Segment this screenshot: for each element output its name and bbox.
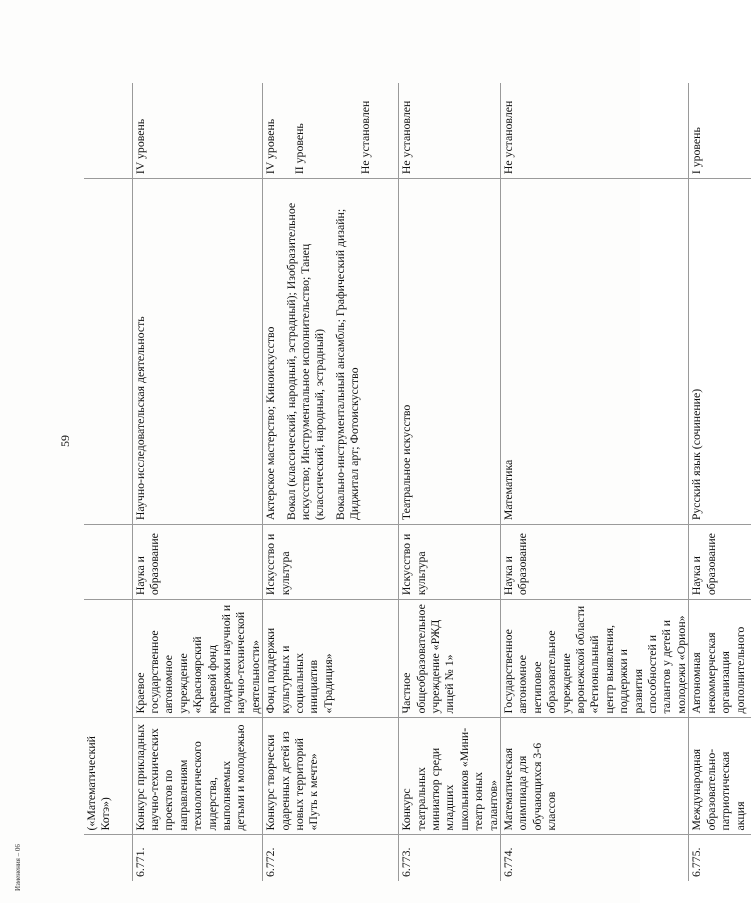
level: IV уровень [132,118,147,175]
event-name: («Математический Котэ») [84,718,132,835]
field-area: Наука и образование [689,525,751,600]
field-area: Наука и образование [501,525,689,600]
table-row [399,83,501,881]
profile-cell [689,179,751,525]
profile-cell [84,179,132,525]
profile: Вокально-инструментальный ансамбль; Графический дизайн; Диджитал арт; Фотоискусство [332,208,362,521]
table-row [84,83,132,881]
table-row [132,83,263,881]
organizer: Фонд поддержки культурных и социальных инициатив «Традиция» [263,600,399,718]
organizer: Краевое государственное автономное учреждение «Красноярский краевой фонд поддержки научной и научно-технической деятельности» [132,600,263,718]
profile: Театральное искусство [399,404,414,521]
organizer: Автономная некоммерческая организация дополнительного [689,600,751,718]
row-number: 6.773. [399,847,414,877]
row-number: 6.775. [689,847,704,877]
row-number [84,835,132,881]
level-cell [399,83,501,179]
profile-cell [263,179,399,525]
profile-cell [132,179,263,525]
organizer: Частное общеобразовательное учреждение «РЖД лицей № 1» [399,600,501,718]
profile: Актерское мастерство; Киноискусство [263,326,278,521]
table-row [689,83,751,881]
field-area: Наука и образование [132,525,263,600]
olympiad-table [84,83,751,881]
table-row [501,83,689,881]
row-number: 6.772. [263,847,278,877]
row-number: 6.774. [501,847,515,877]
event-name: Математическая олимпиада для обучающихся 3-6 классов [501,718,689,835]
event-name: Международная образовательно-патриотическая акция [689,718,751,835]
table-row [263,83,399,881]
profile-cell [501,179,689,525]
level: Не установлен [399,100,414,175]
organizer [84,600,132,718]
row-number: 6.771. [132,847,147,877]
level: IV уровень [263,118,278,175]
level: II уровень [291,123,306,175]
event-name: Конкурс творчески одаренных детей из новых территорий «Путь к мечте» [263,718,399,835]
level-cell [689,83,751,179]
event-name: Конкурс театральных миниатюр среди младших школьников «Мини-театр юных талантов» [399,718,501,835]
event-name: Конкурс прикладных научно-технических проектов по направлениям технологического лидерства, выполняемых детьми и молодежью [132,718,263,835]
footer-revision: Изменения – 06 [14,844,22,891]
field-area: Искусство и культура [399,525,501,600]
level-cell [132,83,263,179]
profile: Русский язык (сочинение) [689,388,704,521]
field-area: Искусство и культура [263,525,399,600]
level: Не установлен [501,100,515,175]
level: I уровень [689,127,704,175]
profile-cell [399,179,501,525]
level-cell [84,83,132,179]
level-cell [263,83,399,179]
profile: Вокал (классический, народный, эстрадный); Изобразительное искусство; Инструментальное исполнительство; Танец (классический, народный, эстрадный) [283,202,327,521]
field-area [84,525,132,600]
page-number: 59 [58,435,72,447]
level: Не установлен [357,100,372,175]
profile: Математика [501,459,515,521]
organizer: Государственное автономное нетиповое образовательное учреждение воронежской области «Региональный центр выявления, поддержки и развития способностей и талантов у детей и молодежи «Орион» [501,600,689,718]
level-cell [501,83,689,179]
profile: Научно-исследовательская деятельность [132,316,147,521]
